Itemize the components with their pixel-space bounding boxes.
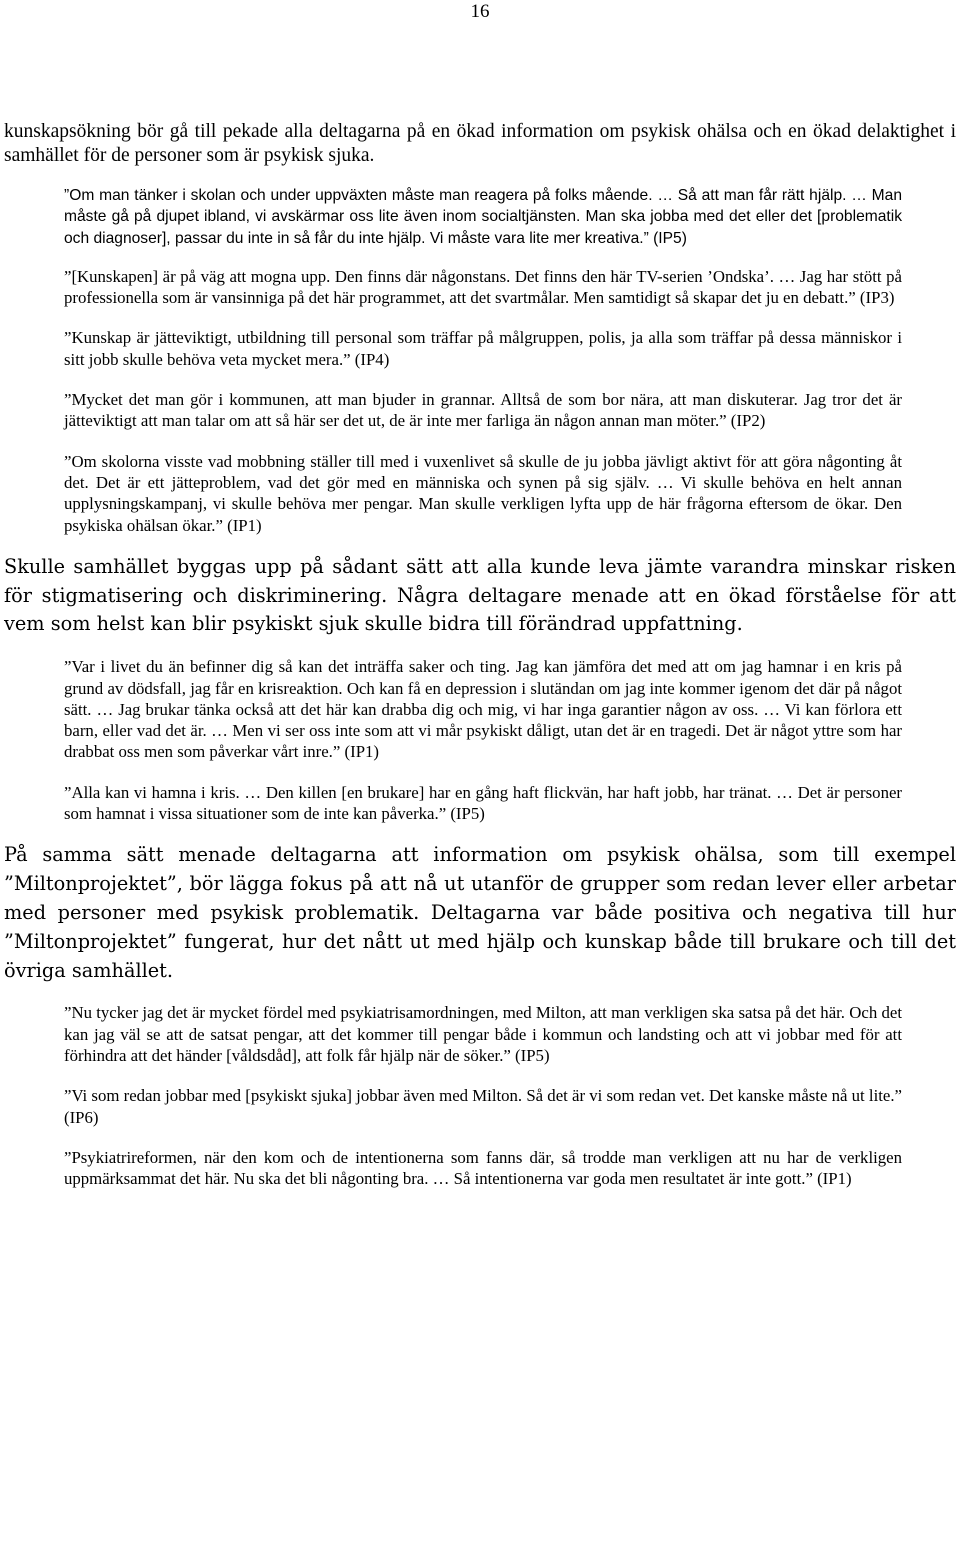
quote-ip1-psykiatrireformen: ”Psykiatrireformen, när den kom och de intentionerna som fanns där, så trodde man verkligen att nu har de verkligen uppmärksammat det här. Nu ska det bli någonting bra. … Så intentionerna var goda men resultatet är inte gott.” (IP1): [64, 1147, 902, 1189]
quote-ip3-kunskapen: ”[Kunskapen] är på väg att mogna upp. Den finns där någonstans. Det finns den här TV-serien ’Ondska’. … Jag har stött på professionella som är vansinniga på det här programmet, att det svartmålar. Men samtidigt så skapar det ju en debatt.” (IP3): [64, 266, 902, 308]
page-number: 16: [470, 1, 490, 22]
quote-ip5-kreativa: ”Om man tänker i skolan och under uppväxten måste man reagera på folks mående. … Så att man får rätt hjälp. … Man måste gå på djupet ibland, vi avskärmar oss lite även inom socialtjänsten. Man ska jobba med det eller det [problematik och diagnoser], passar du inte in så får du inte hjälp. Vi måste vara lite mer kreativa.” (IP5): [64, 187, 902, 247]
quote-ip2-kommunen: ”Mycket det man gör i kommunen, att man bjuder in grannar. Alltså de som bor nära, att man diskuterar. Jag tror det är jätteviktigt att man talar om att så här ser det ut, de är inte mer farliga än någon annan man möter.” (IP2): [64, 390, 902, 431]
quote-ip5-milton: ”Nu tycker jag det är mycket fördel med psykiatrisamordningen, med Milton, att man verkligen ska satsa på det här. Och det kan jag väl se att de satsat pengar, att det kommer till pengar både i kommun och landsting och att vi jobbar med för att förhindra att det händer [våldsdåd], att folk får hjälp när de söker.” (IP5): [64, 1003, 902, 1065]
body-paragraph-2: Skulle samhället byggas upp på sådant sätt att alla kunde leva jämte varandra minskar risken för stigmatisering och diskriminering. Några deltagare menade att en ökad förståelse för att vem som helst kan blir psykiskt sjuk skulle bidra till förändrad uppfattning.: [4, 554, 956, 636]
quote-ip1-skolorna: ”Om skolorna visste vad mobbning ställer till med i vuxenlivet så skulle de ju jobba jävligt aktivt för att göra någonting åt det. Det är ett jätteproblem, vad det gör med en människa och synen på sig själv. … Vi skulle behöva en helt annan upplysningskampanj, vi skulle behöva mer pengar. Man skulle verkligen lyfta upp de här frågorna eftersom de ökar. Den psykiska ohälsan ökar.” (IP1): [64, 451, 902, 535]
quote-ip5-kris: ”Alla kan vi hamna i kris. … Den killen [en brukare] har en gång haft flickvän, har haft jobb, har tränat. … Det är personer som hamnat i vissa situationer som de inte kan påverka.” (IP5): [64, 782, 902, 824]
page-content: [4, 120, 956, 1189]
quote-ip4-kunskap: ”Kunskap är jätteviktigt, utbildning till personal som träffar på målgruppen, polis, ja alla som träffar på dessa människor i sitt jobb skulle behöva veta mycket mera.” (IP4): [64, 328, 902, 369]
quote-ip1-livet: ”Var i livet du än befinner dig så kan det inträffa saker och ting. Jag kan jämföra det med att om jag hamnar i en kris på grund av dödsfall, jag får en krisreaktion. Och kan få en depression i slutändan om jag inte kommer igenom det där på något sätt. … Jag brukar tänka också att det här kan drabba dig och mig, vi har inga garantier någon av oss. … Vi kan förlora ett barn, eller vad det är. … Men vi ser oss inte som att vi mår psykiskt dåligt, utan det är en tragedi. Det är något yttre som har drabbat oss men som påverkar vårt inre.” (IP1): [64, 657, 902, 762]
quote-ip6-milton: ”Vi som redan jobbar med [psykiskt sjuka] jobbar även med Milton. Så det är vi som redan vet. Det kanske måste nå ut lite.” (IP6): [64, 1086, 902, 1127]
body-paragraph-3: På samma sätt menade deltagarna att information om psykisk ohälsa, som till exempel ”Miltonprojektet”, bör lägga fokus på att nå ut utanför de grupper som redan lever eller arbetar med personer med psykisk problematik. Deltagarna var både positiva och negativa till hur ”Miltonprojektet” fungerat, hur det nått ut med hjälp och kunskap både till brukare och till det övriga samhället.: [4, 843, 956, 982]
body-paragraph-1: kunskapsökning bör gå till pekade alla deltagarna på en ökad information om psykisk ohälsa och en ökad delaktighet i samhället för de personer som är psykisk sjuka.: [4, 121, 956, 166]
